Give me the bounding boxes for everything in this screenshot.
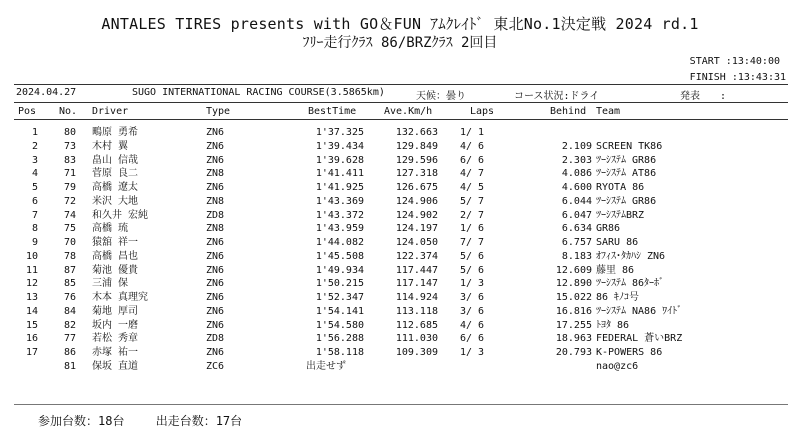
result-pos: 6 (31, 195, 38, 207)
result-driver: 高橋 琉 (92, 223, 129, 235)
result-car-type: ZN6 (206, 264, 225, 276)
result-team: ﾄﾖﾀ 86 (596, 319, 630, 331)
table-row (14, 209, 788, 223)
result-best-time: 1'43.959 (315, 223, 364, 235)
result-best-time: 1'41.411 (315, 168, 364, 180)
result-behind: 18.963 (555, 333, 592, 345)
result-car-number: 84 (63, 305, 76, 317)
result-behind: 2.109 (561, 140, 592, 152)
result-laps: 4/ 6 (460, 140, 485, 152)
result-pos: 2 (31, 140, 38, 152)
table-row (14, 167, 788, 181)
result-driver: 菅原 良二 (92, 168, 139, 180)
result-best-time: 1'44.082 (315, 237, 364, 248)
result-laps: 1/ 3 (460, 347, 485, 358)
result-car-type: ZN6 (206, 250, 225, 262)
result-team: ﾂｰｼｽﾃﾑ 86ﾀｰﾎﾞ (596, 278, 665, 290)
result-avg-speed: 132.663 (395, 127, 438, 138)
result-car-number: 70 (63, 237, 76, 248)
table-row (14, 305, 788, 319)
table-row (14, 181, 788, 195)
result-car-type: ZN6 (206, 278, 225, 290)
session-title: ﾌﾘｰ走行ｸﾗｽ 86/BRZｸﾗｽ 2回目 (302, 35, 498, 51)
result-driver: 三浦 保 (92, 278, 129, 290)
result-pos: 9 (31, 237, 38, 248)
result-behind: 2.303 (561, 154, 592, 166)
result-behind: 8.183 (561, 250, 592, 262)
result-car-number: 80 (63, 127, 76, 138)
result-car-number: 71 (63, 168, 76, 180)
result-avg-speed: 114.924 (395, 292, 438, 303)
result-behind: 4.600 (561, 182, 592, 193)
result-laps: 6/ 6 (460, 154, 485, 166)
starters-count: 出走台数：17台 (155, 414, 243, 428)
result-pos: 5 (31, 182, 38, 193)
result-avg-speed: 124.197 (395, 223, 438, 235)
table-row (14, 154, 788, 168)
result-best-time: 1'50.215 (315, 278, 364, 290)
result-laps: 1/ 3 (460, 278, 485, 290)
divider-top (14, 84, 788, 85)
result-laps: 7/ 7 (460, 237, 485, 248)
table-header (14, 106, 788, 120)
result-pos: 8 (31, 223, 38, 235)
table-row (14, 332, 788, 346)
result-driver: 赤塚 祐一 (92, 347, 139, 358)
result-pos: 4 (31, 168, 38, 180)
result-pos: 1 (31, 127, 38, 138)
col-type: Type (206, 106, 231, 117)
result-pos: 12 (25, 278, 38, 290)
result-avg-speed: 117.447 (395, 264, 438, 276)
result-car-number: 76 (63, 292, 76, 303)
result-car-number: 77 (63, 333, 76, 345)
result-avg-speed: 124.050 (395, 237, 438, 248)
announce-time: 発表 : (680, 91, 727, 102)
result-team: 86 ｷﾉｺ号 (596, 292, 640, 303)
table-row (14, 126, 788, 140)
result-team: SARU 86 (596, 237, 639, 248)
result-pos: 3 (31, 154, 38, 166)
result-team: ﾂｰｼｽﾃﾑ AT86 (596, 168, 657, 180)
table-row (14, 250, 788, 264)
table-row (14, 291, 788, 305)
course-status: コース状況:ドライ (514, 91, 600, 102)
table-row (14, 222, 788, 236)
result-laps: 3/ 6 (460, 292, 485, 303)
col-no: No. (59, 106, 78, 117)
start-time: START :13:40:00 (689, 56, 780, 67)
table-row (14, 140, 788, 154)
result-car-type: ZN6 (206, 182, 225, 193)
result-driver: 鴫原 勇希 (92, 127, 139, 138)
result-avg-speed: 122.374 (395, 250, 438, 262)
result-avg-speed: 127.318 (395, 168, 438, 180)
result-avg-speed: 117.147 (395, 278, 438, 290)
result-behind: 6.634 (561, 223, 592, 235)
result-driver: 猿舘 祥一 (92, 237, 139, 248)
table-row (14, 346, 788, 360)
result-best-time: 1'56.288 (315, 333, 364, 345)
result-laps: 5/ 7 (460, 195, 485, 207)
result-pos: 14 (25, 305, 38, 317)
result-driver: 高橋 昌也 (92, 250, 139, 262)
result-team: SCREEN TK86 (596, 140, 663, 152)
result-behind: 6.757 (561, 237, 592, 248)
result-behind: 12.890 (555, 278, 592, 290)
result-car-type: ZN8 (206, 168, 225, 180)
result-laps: 4/ 7 (460, 168, 485, 180)
result-pos: 13 (25, 292, 38, 303)
race-date: 2024.04.27 (16, 87, 77, 98)
result-car-number: 79 (63, 182, 76, 193)
result-driver: 保坂 直道 (92, 360, 139, 372)
result-team: ｵﾌｨｽ･ﾀｶﾊｼ ZN6 (596, 250, 666, 262)
result-pos: 11 (25, 264, 38, 276)
result-car-number: 86 (63, 347, 76, 358)
session-times (690, 54, 786, 86)
result-behind: 6.044 (561, 195, 592, 207)
result-behind: 6.047 (561, 209, 592, 221)
result-avg-speed: 113.118 (395, 305, 438, 317)
result-team: FEDERAL 蒼いBRZ (596, 333, 683, 345)
result-avg-speed: 111.030 (395, 333, 438, 345)
col-besttime: BestTime (308, 106, 357, 117)
result-driver: 高橋 遼太 (92, 182, 139, 193)
result-pos: 10 (25, 250, 38, 262)
result-best-time: 1'39.628 (315, 154, 364, 166)
result-team: nao@zc6 (596, 360, 639, 372)
course-name: SUGO INTERNATIONAL RACING COURSE(3.5865km) (132, 87, 385, 98)
result-best-time: 1'54.141 (315, 305, 364, 317)
result-team: RYOTA 86 (596, 182, 645, 193)
result-best-time: 1'49.934 (315, 264, 364, 276)
result-team: ﾂｰｼｽﾃﾑBRZ (596, 209, 645, 221)
result-avg-speed: 124.906 (395, 195, 438, 207)
result-car-number: 82 (63, 319, 76, 331)
finish-time: FINISH :13:43:31 (689, 72, 786, 83)
result-team: ﾂｰｼｽﾃﾑ NA86 ﾜｲﾄﾞ (596, 305, 683, 317)
result-car-number: 87 (63, 264, 76, 276)
footer-summary (38, 412, 266, 429)
result-car-type: ZN8 (206, 195, 225, 207)
result-car-number: 78 (63, 250, 76, 262)
result-car-type: ZN6 (206, 237, 225, 248)
divider-info (14, 102, 788, 103)
table-row (14, 319, 788, 333)
result-car-type: ZD8 (206, 209, 225, 221)
col-team: Team (596, 106, 621, 117)
result-best-time: 1'43.369 (315, 195, 364, 207)
result-avg-speed: 109.309 (395, 347, 438, 358)
result-team: GR86 (596, 223, 621, 235)
result-driver: 菊地 厚司 (92, 305, 139, 317)
table-row (14, 277, 788, 291)
entries-count: 参加台数：18台 (38, 414, 125, 428)
result-driver: 和久井 宏純 (92, 209, 149, 221)
result-behind: 17.255 (555, 319, 592, 331)
result-car-type: ZC6 (206, 360, 225, 372)
result-behind: 20.793 (555, 347, 592, 358)
result-laps: 5/ 6 (460, 250, 485, 262)
result-pos: 7 (31, 209, 38, 221)
result-avg-speed: 129.596 (395, 154, 438, 166)
result-car-type: ZN8 (206, 223, 225, 235)
divider-footer (14, 404, 788, 405)
result-car-number: 75 (63, 223, 76, 235)
result-team: K-POWERS 86 (596, 347, 663, 358)
table-row (14, 264, 788, 278)
result-car-number: 85 (63, 278, 76, 290)
result-laps: 1/ 6 (460, 223, 485, 235)
result-best-time: 出走せず (306, 360, 346, 372)
result-team: ﾂｰｼｽﾃﾑ GR86 (596, 154, 657, 166)
result-best-time: 1'39.434 (315, 140, 364, 152)
result-driver: 米沢 大地 (92, 195, 139, 207)
result-laps: 5/ 6 (460, 264, 485, 276)
result-best-time: 1'58.118 (315, 347, 364, 358)
result-best-time: 1'41.925 (315, 182, 364, 193)
table-row (14, 195, 788, 209)
result-behind: 16.816 (555, 305, 592, 317)
result-car-type: ZN6 (206, 347, 225, 358)
result-car-type: ZN6 (206, 292, 225, 303)
result-pos: 15 (25, 319, 38, 331)
result-avg-speed: 126.675 (395, 182, 438, 193)
result-behind: 15.022 (555, 292, 592, 303)
result-laps: 4/ 6 (460, 319, 485, 331)
result-pos: 17 (25, 347, 38, 358)
result-car-type: ZN6 (206, 319, 225, 331)
divider-header (14, 119, 788, 120)
result-car-number: 74 (63, 209, 76, 221)
race-info-bar (14, 87, 788, 101)
result-laps: 4/ 5 (460, 182, 485, 193)
col-driver: Driver (92, 106, 129, 117)
col-behind: Behind (550, 106, 587, 117)
result-laps: 1/ 1 (460, 127, 485, 138)
result-best-time: 1'43.372 (315, 209, 364, 221)
result-car-type: ZD8 (206, 333, 225, 345)
event-title: ANTALES TIRES presents with GO＆FUN ｱﾑｸﾚｲﾄﾞ 東北No.1決定戦 2024 rd.1 (101, 15, 699, 33)
result-pos: 16 (25, 333, 38, 345)
result-avg-speed: 129.849 (395, 140, 438, 152)
result-laps: 2/ 7 (460, 209, 485, 221)
result-car-number: 73 (63, 140, 76, 152)
result-best-time: 1'37.325 (315, 127, 364, 138)
result-driver: 坂内 一磨 (92, 319, 139, 331)
result-best-time: 1'52.347 (315, 292, 364, 303)
result-car-type: ZN6 (206, 305, 225, 317)
result-team: 藤里 86 (596, 264, 635, 276)
result-car-type: ZN6 (206, 154, 225, 166)
table-row (14, 360, 788, 374)
result-driver: 木村 翼 (92, 140, 129, 152)
result-behind: 4.086 (561, 168, 592, 180)
col-pos: Pos (18, 106, 37, 117)
result-driver: 若松 秀章 (92, 333, 139, 345)
result-avg-speed: 124.902 (395, 209, 438, 221)
result-driver: 木本 真理究 (92, 292, 149, 303)
result-car-number: 83 (63, 154, 76, 166)
result-driver: 畠山 信哉 (92, 154, 139, 166)
result-behind: 12.609 (555, 264, 592, 276)
col-laps: Laps (470, 106, 495, 117)
weather: 天候：曇り (416, 91, 466, 102)
col-avg: Ave.Km/h (384, 106, 433, 117)
result-best-time: 1'54.580 (315, 319, 364, 331)
result-team: ﾂｰｼｽﾃﾑ GR86 (596, 195, 657, 207)
result-laps: 6/ 6 (460, 333, 485, 345)
result-car-type: ZN6 (206, 127, 225, 138)
result-driver: 菊池 優貴 (92, 264, 139, 276)
table-row (14, 236, 788, 250)
result-laps: 3/ 6 (460, 305, 485, 317)
result-car-number: 81 (63, 360, 76, 372)
result-car-number: 72 (63, 195, 76, 207)
result-best-time: 1'45.508 (315, 250, 364, 262)
results-table (14, 126, 788, 374)
result-avg-speed: 112.685 (395, 319, 438, 331)
result-car-type: ZN6 (206, 140, 225, 152)
